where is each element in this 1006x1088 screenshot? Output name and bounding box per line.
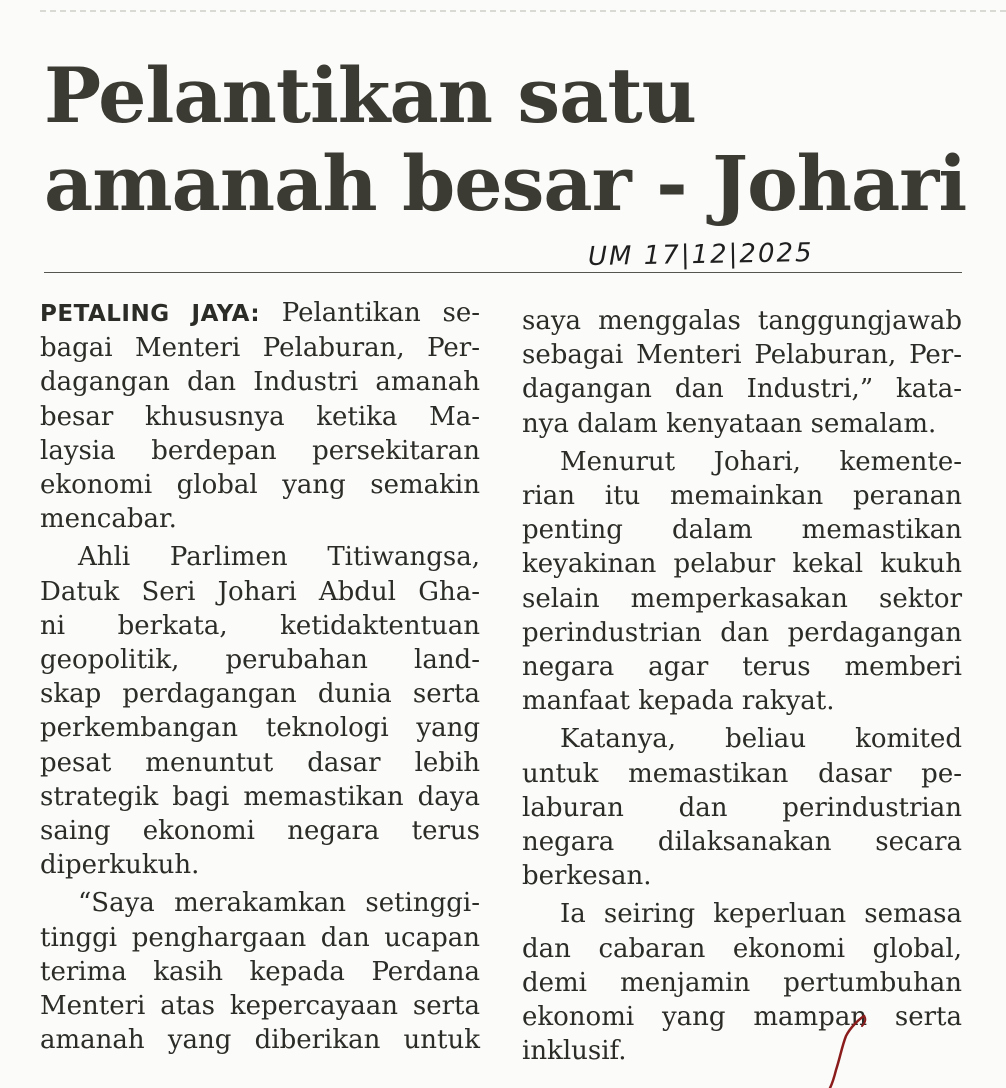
text-line: dan cabaran ekonomi global, (522, 933, 962, 964)
text-line: dagangan dan Industri amanah (40, 367, 480, 398)
headline (44, 51, 967, 228)
text-line: selain memperkasakan sektor (522, 583, 962, 614)
text-line: perindustrian dan perdagangan (522, 617, 962, 648)
handwritten-date-note: UM 17|12|2025 (587, 238, 814, 272)
paragraph (40, 540, 480, 882)
text-line: Menteri atas kepercayaan serta (40, 991, 480, 1022)
text-line: ni berkata, ketidaktentuan (40, 610, 480, 641)
text-line: “Saya merakamkan setinggi- (78, 888, 480, 919)
text-line: geopolitik, perubahan land- (40, 645, 480, 676)
text-line: manfaat kepada rakyat. (522, 686, 835, 717)
text-line: laburan dan perindustrian (522, 792, 962, 823)
text-line: pesat menuntut dasar lebih (40, 747, 480, 778)
text-line: perkembangan teknologi yang (40, 713, 480, 744)
text-line: amanah yang diberikan untuk (40, 1025, 480, 1056)
text-line: Katanya, beliau komited (560, 724, 962, 755)
paragraph (40, 296, 480, 536)
text-line: dagangan dan Industri,” kata- (522, 374, 962, 405)
text-line: negara dilaksanakan secara (522, 827, 962, 858)
text-line: tinggi penghargaan dan ucapan (40, 922, 480, 953)
text-line: laysia berdepan persekitaran (40, 435, 480, 466)
headline-line-1: Pelantikan satu (44, 51, 696, 140)
paragraph (522, 722, 962, 893)
dateline: PETALING JAYA: (40, 301, 261, 327)
text-line: sebagai Menteri Pelaburan, Per- (522, 340, 962, 371)
text-line: inklusif. (522, 1036, 627, 1067)
paragraph (40, 886, 480, 1057)
text-line: ekonomi yang mampan serta (522, 1002, 962, 1033)
text-line: nya dalam kenyataan semalam. (522, 408, 937, 439)
paragraph (522, 445, 962, 719)
paragraph (522, 304, 962, 441)
text-line: keyakinan pelabur kekal kukuh (522, 549, 962, 580)
text-line: bagai Menteri Pelaburan, Per- (40, 333, 480, 364)
scan-top-edge (40, 10, 1006, 20)
text-line: Ia seiring keperluan semasa (560, 899, 962, 930)
text-line: mencabar. (40, 504, 177, 535)
text-line: Ahli Parlimen Titiwangsa, (78, 542, 480, 573)
headline-rule (44, 272, 962, 273)
text-line: saya menggalas tanggungjawab (522, 306, 962, 336)
text-line: besar khususnya ketika Ma- (40, 401, 480, 432)
article-column-left (40, 296, 480, 1061)
headline-line-2: amanah besar - Johari (44, 139, 967, 228)
text-line: strategik bagi memastikan daya (40, 781, 480, 812)
text-line: terima kasih kepada Perdana (40, 956, 480, 987)
text-line: negara agar terus memberi (522, 652, 962, 683)
text-line: berkesan. (522, 861, 652, 892)
text-line: saing ekonomi negara terus (40, 816, 480, 847)
paragraph (522, 897, 962, 1068)
text-line: rian itu memainkan peranan (522, 481, 962, 512)
signature-stroke (820, 1010, 880, 1088)
text-line: penting dalam memastikan (522, 515, 962, 546)
text-line: ekonomi global yang semakin (40, 470, 480, 501)
text-line: demi menjamin pertumbuhan (522, 967, 962, 998)
text-line: skap perdagangan dunia serta (40, 679, 480, 710)
article-column-right (522, 304, 962, 1072)
text-line: PETALING JAYA: Pelantikan se- (40, 298, 481, 328)
text-line: diperkukuh. (40, 850, 200, 881)
text-line: Datuk Seri Johari Abdul Gha- (40, 576, 480, 607)
text-line: Menurut Johari, kemente- (560, 446, 962, 477)
text-line: untuk memastikan dasar pe- (522, 758, 962, 789)
